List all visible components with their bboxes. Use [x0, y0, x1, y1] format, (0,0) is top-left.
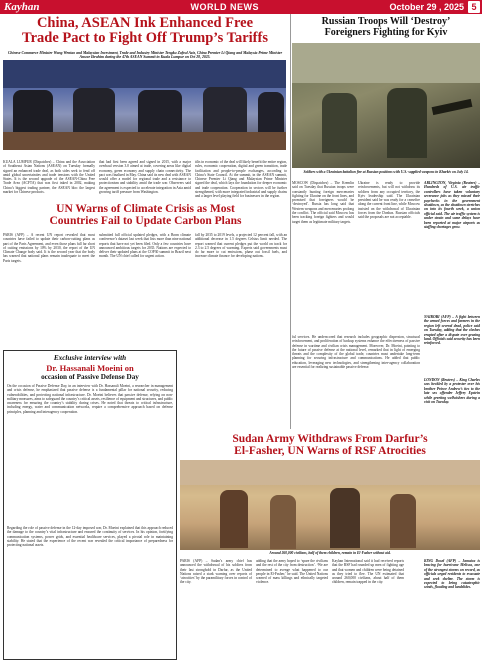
- russia-col-continued: ful services. He underscored that research includes geographic dispersion, structural reinforcement, and proliferation of backup systems enhance the effectiveness of passive defense in wartime and civilian crisis management. Moreover, Dr. Moeini, pointing to the future of passive defense at the national level, remarked that in light of emerging threats and the complexity of the global trade, countries must undertake long-term planning for securing infrastructure and communications. He added that public education, leveraging new technologies, and strengthening inter-agency collaboration are essential for realizing sustainable passive defense.: [292, 335, 420, 370]
- section-title: WORLD NEWS: [190, 2, 259, 12]
- russia-headline: [292, 17, 480, 38]
- headline-line: El-Fasher, UN Warns of RSF Atrocities: [234, 445, 426, 458]
- newspaper-logo: Kayhan: [4, 1, 40, 13]
- russia-col1: MOSCOW (Dispatches) – The Kremlin said on Tuesday that Russian troops were constantly hunting foreign mercenaries fighting for Ukraine on the front lines, and promised that foreigners would be ‘destroyed’. Russia has long said that Western weapons and mercenaries prolong the conflict. The official said Moscow has been tracking foreign fighters and would target them as legitimate military targets.: [292, 181, 354, 224]
- page-number: 5: [468, 1, 480, 13]
- russia-col2: Ukraine is ready to provide reinforcements, but will not withdraw its soldiers from any occupied territory, the Kyiv leadership said. The Ukrainian president said he was ready for a ceasefire along the current front line, while Moscow insisted on the withdrawal of Ukrainian forces from the Donbas. Russian officials said the proposals are not acceptable.: [358, 181, 420, 220]
- exclusive-topic: occasion of Passive Defense Day: [41, 373, 139, 381]
- exclusive-body-2: Regarding the role of passive defense in the 12-day imposed war, Dr. Moeini explained that this approach reduced the damage to the country’s vital infrastructure and ensured the continuity of services. In his opinion, fortifying communication systems, power grids, and essential healthcare services, played a pivotal role in maintaining stability. He stated that the experience of the recent war revealed the critical importance of preparedness for protecting national assets.: [7, 526, 173, 548]
- headline-line: China, ASEAN Ink Enhanced Free: [36, 15, 254, 31]
- sudan-photo: [180, 460, 480, 550]
- brief-jamaica: KING Dowd (AFP) – Jamaica is bracing for hurricane Melissa, one of the strongest storms on record, as officials urged residents to evacuate and seek shelter. The storm is expected to bring catastrophic winds, flooding and landslides.: [424, 559, 480, 590]
- un-climate-headline: [3, 203, 288, 227]
- exclusive-title: Exclusive interview with: [53, 354, 127, 362]
- un-col2: submitted full official updated pledges, with a Bonn climate conference’s dataset last week that lists more than nine national reports that have not yet been filed. Only a few countries have announced ambitious targets for 2035. Nations are expected to deliver their updated plans at the COP30 summit in Brazil next month. The UN chief called for urgent action.: [99, 233, 191, 259]
- china-asean-col1: KUALA LUMPUR (Dispatches) – China and the Association of Southeast Asian Nations (ASEAN) on Tuesday formally signed an enhanced trade deal, as both sides seek to fend off amid global uncertainties and trade tensions with the United States. It is the second upgrade of the ASEAN-China Free Trade Area (ACFTA) that was first inked in 2002, making China’s biggest trading partner, the ASEAN bloc the largest market for Chinese products.: [3, 160, 95, 195]
- sudan-col3: Kayhan International said it had received reports that the RSF had rounded up men of fighting age and that women and children were being detained as they tried to flee. The UN estimated that around 260,000 civilians, about half of them children, remain trapped in the city.: [332, 559, 404, 585]
- brief-nairobi: NAIROBI (AFP) – A fight between the armed forces and farmers in the region left several dead, police said on Tuesday, adding that the clashes erupted after a dispute over grazing land. Officials said security has been reinforced.: [424, 315, 480, 346]
- brief-london: LONDON (Reuters) – King Charles was heckled by a protester over his brother Prince Andrew’s ties to the late sex offender Jeffrey Epstein while greeting wellwishers during a visit on Tuesday.: [424, 378, 480, 405]
- exclusive-body: On the occasion of Passive Defense Day, in an interview with Dr. Hassanali Moeini, a researcher in management and crisis defense, he emphasized that passive defense is a fundamental pillar for national security, reducing vulnerabilities, and protecting national infrastructure. Dr. Moeini believes that passive defense, relying on non-military measures, aims to safeguard the country’s critical assets, resilience of equipment and structures, and public awareness for ensuring the country’s stability during crises. He noted that threats to critical infrastructure, including energy, water and communication networks, require a comprehensive approach based on defense principles, planning and interagency cooperation.: [7, 384, 173, 414]
- masthead: [0, 0, 482, 14]
- russia-sidebar: ARLINGTON, Virginia (Reuters) – Hundreds of U.S. air traffic controllers have taken voluntary severance jobs as they missed their paychecks in the government shutdown, as the shutdown stretches on into its fourth week, a union official said. The air traffic system is under strain and some delays have been reported at major airports as staffing shortages grow.: [424, 181, 480, 230]
- headline-line: Trade Pact to Fight Off Trump’s Tariffs: [22, 30, 268, 47]
- china-asean-headline: [3, 16, 287, 46]
- russia-caption: Soldiers with a Ukrainian battalion fire at Russian positions with U.S.-supplied weapons in Kharkiv on July 14.: [303, 170, 469, 174]
- issue-date: October 29 , 2025: [389, 2, 464, 12]
- china-asean-photo: [3, 60, 286, 150]
- headline-line: UN Warns of Climate Crisis as Most: [56, 203, 235, 215]
- sudan-headline: [180, 433, 480, 457]
- exclusive-interview-box: [3, 350, 177, 660]
- headline-line: Sudan Army Withdraws From Darfur’s: [232, 433, 428, 445]
- sudan-col2: adding that the army hoped to ‘spare the civilians and the rest of the city from destruction’. ‘We are determined to avenge what happened to our people in El-Fasher,’ he said. The United Nations warned of mass killings and ethnically targeted violence.: [256, 559, 328, 585]
- china-asean-col3: tilts in economic of the deal will likely benefit the entire region, rules, economic cooperation, digital and green transition, trade facilitation and people-to-people exchanges, according to China’s State Council. At the summit, in the ASEAN summit, Chinese Premier Li Qiang and Malaysian Prime Minister signed the deal, which lays the foundation for deeper economic and trade cooperation. Cooperation in sectors will be further strengthened, with more integrated industrial and supply chains and a larger level playing field for businesses in the region.: [195, 160, 287, 199]
- headline-line: Foreigners Fighting for Kyiv: [324, 26, 448, 38]
- sudan-col1: PARIS (AFP) – Sudan’s army chief has announced the withdrawal of his soldiers from their last stronghold in Darfur, as the United Nations raised a stark warning over reports of ‘atrocities’ by the paramilitary forces in control of the city.: [180, 559, 252, 585]
- russia-photo: [292, 43, 480, 168]
- exclusive-author: Dr. Hassanali Moeini on: [46, 363, 134, 373]
- un-col3: fall by 2035 to 2019 levels, a projected 12 percent fall, with an additional decrease in 1.5 degrees Celsius limit needed. The report warned that current pledges put the world on track for 2.3 to 2.5 degrees of warming. Experts said governments must do far more to cut emissions, phase out fossil fuels, and increase climate finance for developing nations.: [195, 233, 287, 259]
- headline-line: Russian Troops Will ‘Destroy’: [321, 16, 451, 27]
- china-asean-col2: that had first been agreed and signed in 2015, with a major overhaul version 3.0 aimed at trade, covering areas like digital economy, green economy and supply chain connectivity. The pact was finalized in May. China said its new deal with ASEAN would offer a model for regional trade and a resistance to protectionism and stability amid the trade war. Observers said the agreement is expected to accelerate integration in Asia amid growing tariff pressure from Washington.: [99, 160, 191, 195]
- headline-line: Countries Fail to Update Carbon Plans: [49, 215, 242, 228]
- sudan-caption: Around 260,000 civilians, half of them children, remain in El-Fasher without aid.: [269, 551, 391, 555]
- un-col1: PARIS (AFP) – A recent UN report revealed that most countries have failed to update their carbon-cutting plans as part of the Paris Agreement, and even those plans fall far short of cutting emissions by 10% by 2030, the report of the UN Climate Change body said. It is the second year that the body has warned that national plans remain inadequate to meet the Paris targets.: [3, 233, 95, 263]
- column-divider: [290, 14, 291, 429]
- china-asean-caption: Chinese Commerce Minister Wang Wentao and Malaysian Investment, Trade and Industry Minister Tengku Zafrul Aziz, China Premier Li Qiang and Malaysia Prime Minister Anwar Ibrahim during the 47th ASEAN Summit in Kuala Lumpur on Oct 28, 2025.: [7, 51, 283, 60]
